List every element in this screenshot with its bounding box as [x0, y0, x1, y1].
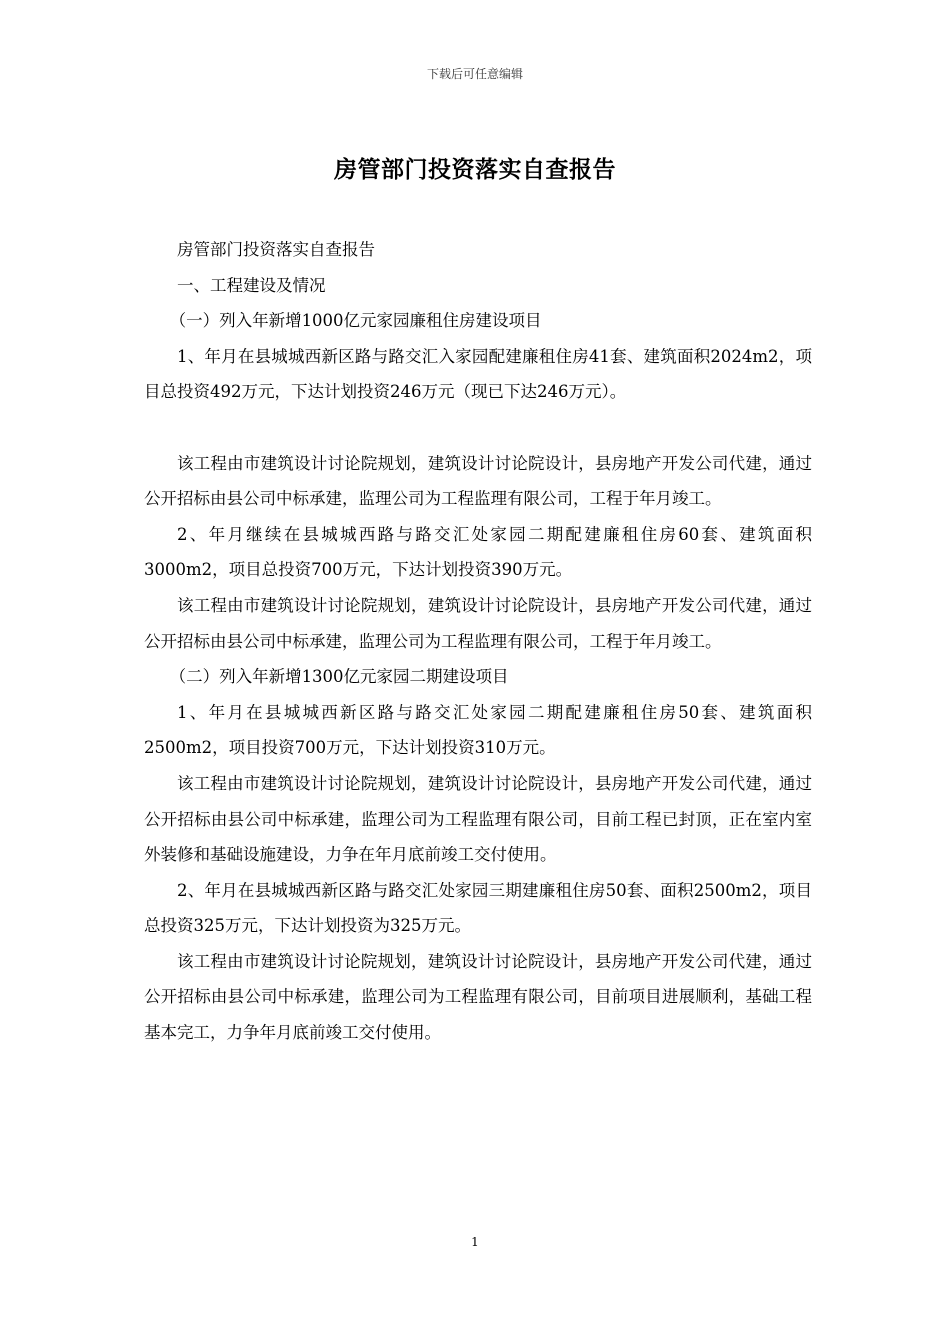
paragraph: 2、年月在县城城西新区路与路交汇处家园三期建廉租住房50套、面积2500m2，项目总投资325万元，下达计划投资为325万元。 — [144, 880, 812, 936]
paragraph: 该工程由市建筑设计讨论院规划，建筑设计讨论院设计，县房地产开发公司代建，通过公开招标由县公司中标承建，监理公司为工程监理有限公司，目前工程已封顶，正在室内室外装修和基础设施建设，力争在年月底前竣工交付使用。 — [144, 773, 812, 865]
subsection-heading: （一）列入年新增1000亿元家园廉租住房建设项目 — [169, 311, 542, 331]
paragraph: 房管部门投资落实自查报告 — [177, 240, 375, 259]
document-title: 房管部门投资落实自查报告 — [334, 156, 616, 183]
subsection-heading: （二）列入年新增1300亿元家园二期建设项目 — [169, 667, 509, 687]
paragraph: 2、年月继续在县城城西路与路交汇处家园二期配建廉租住房60套、建筑面积3000m2，项目总投资700万元，下达计划投资390万元。 — [144, 524, 812, 580]
page-number: 1 — [471, 1235, 479, 1249]
paragraph: 该工程由市建筑设计讨论院规划，建筑设计讨论院设计，县房地产开发公司代建，通过公开招标由县公司中标承建，监理公司为工程监理有限公司，工程于年月竣工。 — [144, 595, 812, 651]
paragraph: 1、年月在县城城西新区路与路交汇处家园二期配建廉租住房50套、建筑面积2500m2，项目投资700万元，下达计划投资310万元。 — [144, 702, 812, 758]
document-body — [144, 232, 812, 1051]
blank-line — [144, 410, 812, 446]
paragraph: 该工程由市建筑设计讨论院规划，建筑设计讨论院设计，县房地产开发公司代建，通过公开招标由县公司中标承建，监理公司为工程监理有限公司，工程于年月竣工。 — [144, 453, 812, 509]
download-note: 下载后可任意编辑 — [426, 67, 523, 81]
section-heading: 一、工程建设及情况 — [177, 275, 326, 295]
paragraph: 该工程由市建筑设计讨论院规划，建筑设计讨论院设计，县房地产开发公司代建，通过公开招标由县公司中标承建，监理公司为工程监理有限公司，目前项目进展顺利，基础工程基本完工，力争年月底前竣工交付使用。 — [144, 951, 812, 1043]
paragraph: 1、年月在县城城西新区路与路交汇入家园配建廉租住房41套、建筑面积2024m2，项目总投资492万元，下达计划投资246万元（现已下达246万元）。 — [144, 346, 812, 402]
